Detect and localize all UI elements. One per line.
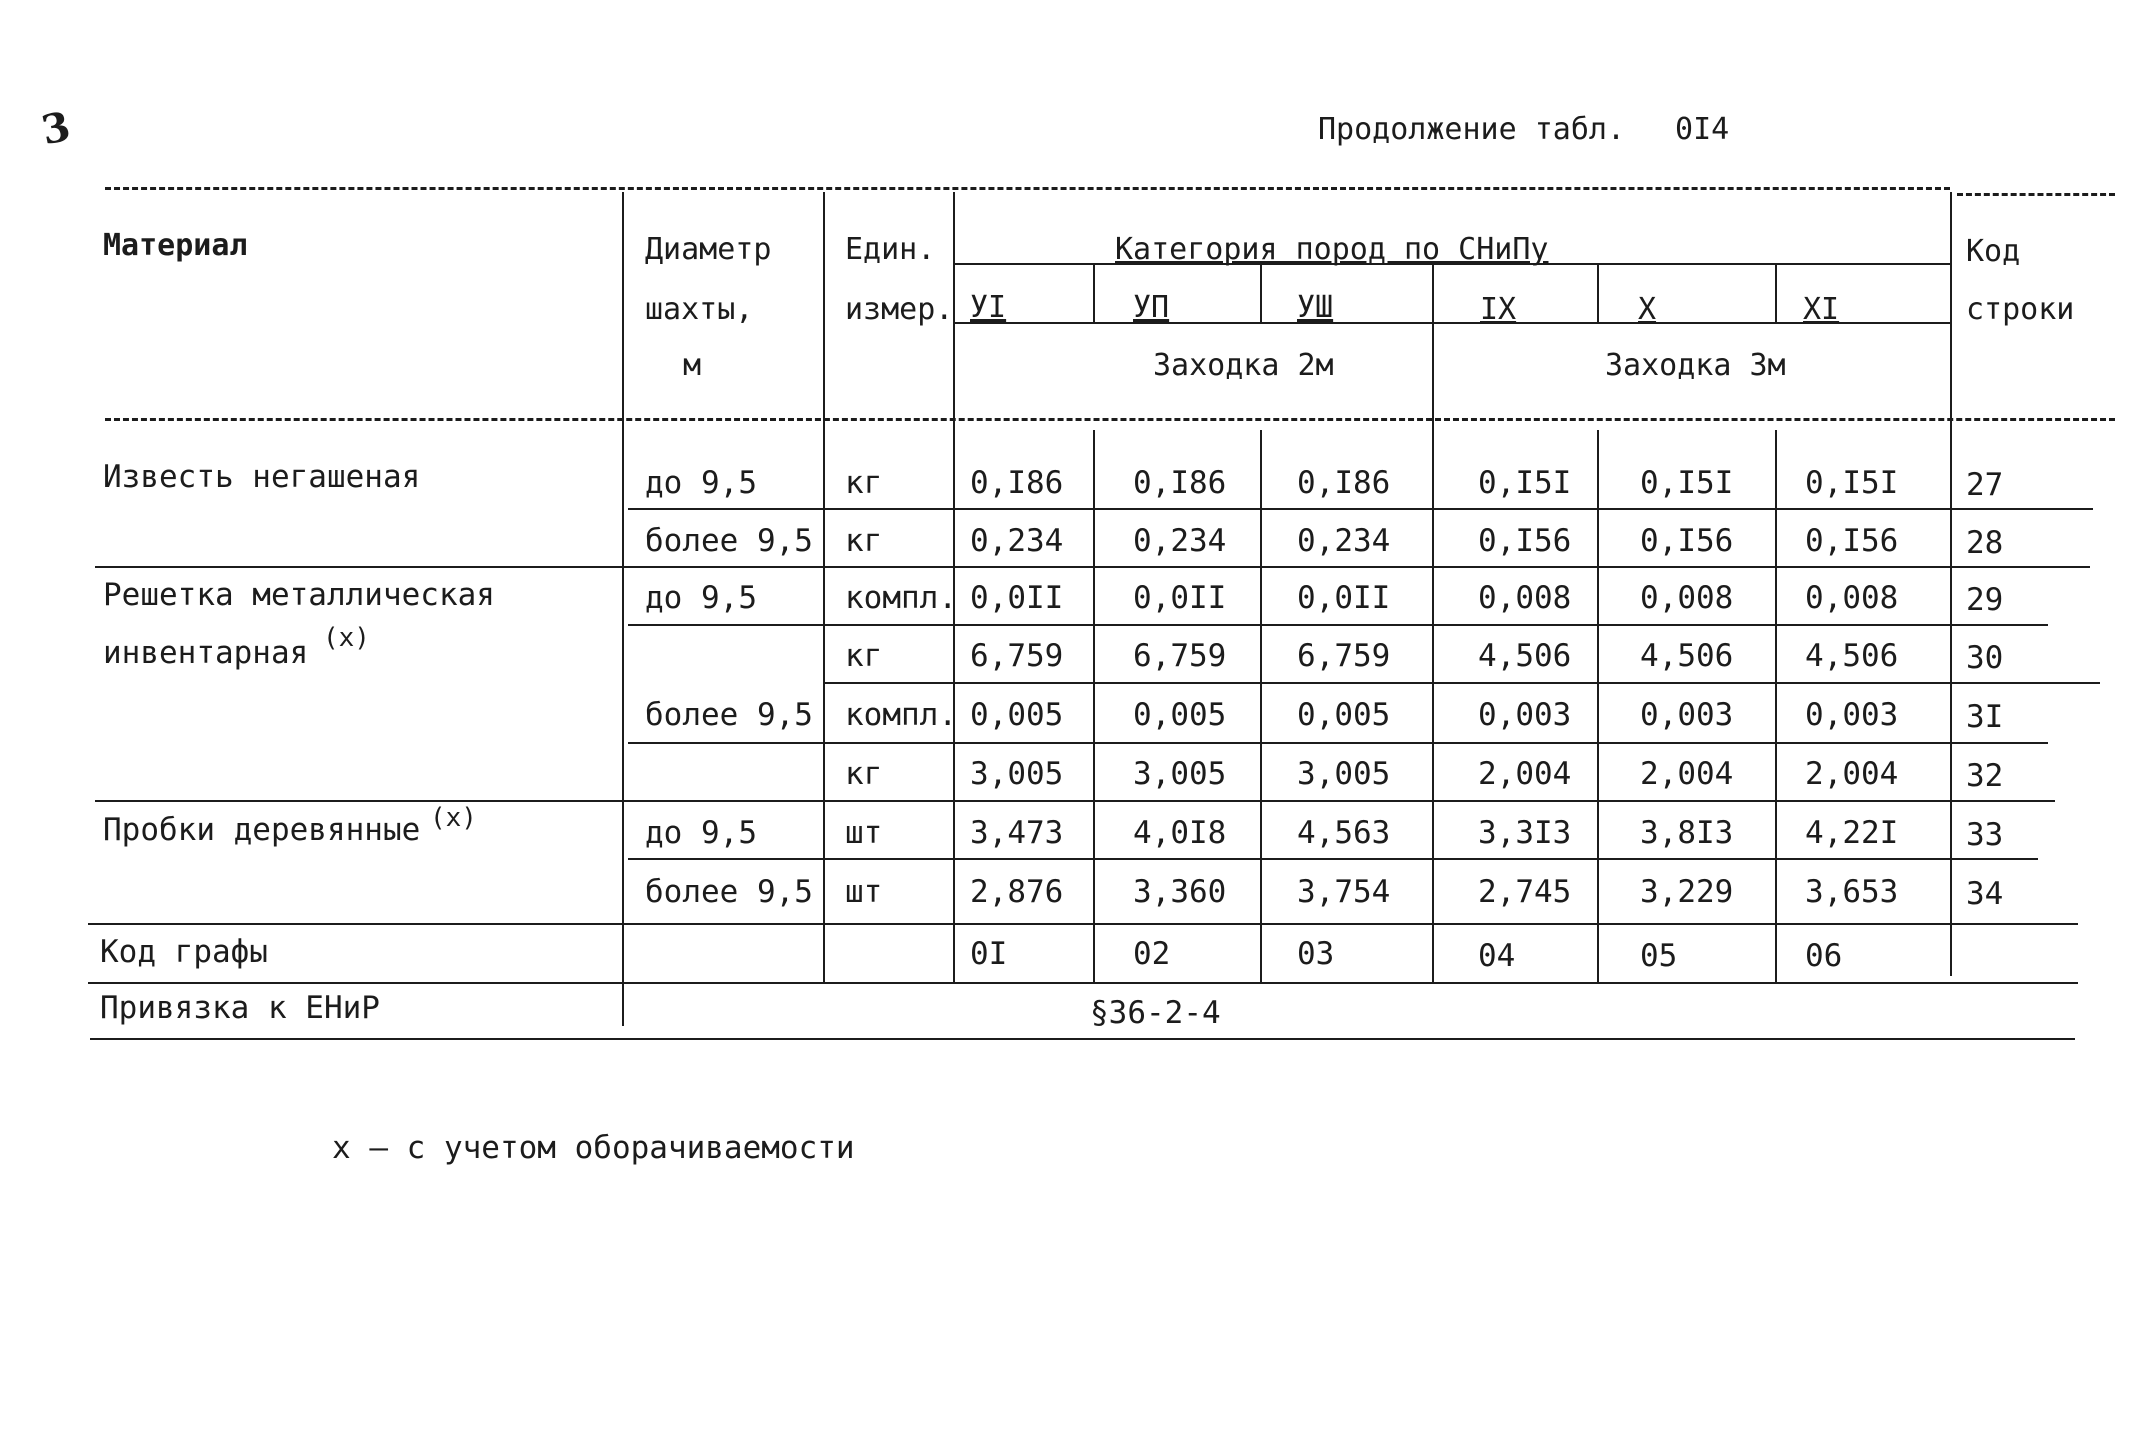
row-value: 3,3I3 <box>1478 815 1572 851</box>
row-value: 0,I56 <box>1805 523 1899 559</box>
row-unit: кг <box>845 465 883 501</box>
row-diameter: до 9,5 <box>645 465 757 501</box>
row-unit: кг <box>845 638 883 674</box>
row-value: 3,8I3 <box>1640 815 1734 851</box>
row-value: 0,I86 <box>1297 465 1391 501</box>
row-value: 0,008 <box>1478 580 1572 616</box>
row-value: 4,22I <box>1805 815 1899 851</box>
header-diameter-line1: Диаметр <box>645 232 772 267</box>
row-value: 0,005 <box>1297 697 1391 733</box>
header-category-2: УП <box>1133 290 1170 325</box>
row-material: Известь негашеная <box>103 459 421 495</box>
row-value: 0,008 <box>1805 580 1899 616</box>
caption-text: Продолжение табл. <box>1318 112 1626 147</box>
table-bottom-border <box>90 1038 2075 1040</box>
col-line-unit <box>823 192 825 982</box>
row-value: 4,563 <box>1297 815 1391 851</box>
column-code-2: 02 <box>1133 936 1171 972</box>
row-value: 0,008 <box>1640 580 1734 616</box>
header-zahodka-2m: Заходка 2м <box>1153 348 1334 383</box>
row-code: 32 <box>1966 758 2004 794</box>
footnote-mark-reshetka: (x) <box>323 623 370 653</box>
row-diameter: более 9,5 <box>645 697 813 733</box>
row-unit: компл. <box>845 580 957 616</box>
col-line-diameter <box>622 192 624 1026</box>
header-unit-line1: Един. <box>845 232 936 267</box>
row-value: 0,0II <box>1297 580 1391 616</box>
row-diameter: более 9,5 <box>645 523 813 559</box>
row-value: 2,004 <box>1640 756 1734 792</box>
binding-value: §36-2-4 <box>1090 995 1221 1031</box>
row-unit: кг <box>845 756 883 792</box>
row-value: 2,004 <box>1805 756 1899 792</box>
col-line-cat-5 <box>1597 263 1599 323</box>
row-line-5 <box>628 742 2048 744</box>
row-value: 2,745 <box>1478 874 1572 910</box>
row-value: 0,234 <box>970 523 1064 559</box>
header-code-line2: строки <box>1966 292 2075 327</box>
header-diameter-line2: шахты, <box>645 292 754 327</box>
column-codes-label: Код графы <box>100 934 268 970</box>
row-value: 3,229 <box>1640 874 1734 910</box>
row-value: 0,003 <box>1805 697 1899 733</box>
row-code: 3I <box>1966 699 2004 735</box>
row-code: 30 <box>1966 640 2004 676</box>
footnote-mark-probki: (x) <box>430 803 477 833</box>
row-value: 4,506 <box>1478 638 1572 674</box>
row-material: инвентарная <box>103 635 309 671</box>
row-value: 4,506 <box>1640 638 1734 674</box>
row-value: 0,I86 <box>970 465 1064 501</box>
column-code-6: 06 <box>1805 938 1843 974</box>
row-value: 3,653 <box>1805 874 1899 910</box>
column-code-3: 03 <box>1297 936 1335 972</box>
row-line-6 <box>95 800 2055 802</box>
col-line-cat-2-body <box>1093 430 1095 982</box>
row-code: 27 <box>1966 467 2004 503</box>
row-value: 0,234 <box>1133 523 1227 559</box>
header-code-line1: Код <box>1966 234 2021 269</box>
table-top-border <box>105 187 1950 190</box>
header-zahodka-3m: Заходка 3м <box>1605 348 1786 383</box>
row-code: 28 <box>1966 525 2004 561</box>
row-value: 6,759 <box>970 638 1064 674</box>
col-line-cat-5-body <box>1597 430 1599 982</box>
row-value: 0,234 <box>1297 523 1391 559</box>
row-line-1 <box>628 508 2093 510</box>
header-diameter-line3: м <box>683 348 702 383</box>
row-diameter: до 9,5 <box>645 815 757 851</box>
header-category-1: УI <box>970 290 1007 325</box>
row-value: 3,754 <box>1297 874 1391 910</box>
row-unit: шт <box>845 815 883 851</box>
row-value: 0,I56 <box>1478 523 1572 559</box>
row-value: 3,005 <box>1133 756 1227 792</box>
row-value: 0,I56 <box>1640 523 1734 559</box>
row-line-4 <box>825 682 2100 684</box>
row-value: 0,I86 <box>1133 465 1227 501</box>
col-line-cat-4 <box>1432 263 1434 982</box>
col-line-cat-2 <box>1093 263 1095 323</box>
row-value: 3,005 <box>1297 756 1391 792</box>
row-value: 2,004 <box>1478 756 1572 792</box>
page-number-mark: 3 <box>37 102 75 155</box>
row-line-8 <box>88 923 2078 925</box>
col-line-code <box>1950 192 1952 976</box>
row-line-7 <box>628 858 2038 860</box>
header-category-6: XI <box>1803 292 1840 327</box>
row-value: 0,003 <box>1640 697 1734 733</box>
row-value: 3,005 <box>970 756 1064 792</box>
header-category-5: X <box>1638 292 1657 327</box>
row-material: Пробки деревянные <box>103 812 421 848</box>
caption-table-number: 0I4 <box>1675 112 1730 147</box>
row-value: 0,0II <box>1133 580 1227 616</box>
col-line-cat-3 <box>1260 263 1262 323</box>
column-code-4: 04 <box>1478 938 1516 974</box>
row-value: 6,759 <box>1297 638 1391 674</box>
row-value: 3,360 <box>1133 874 1227 910</box>
header-category-3: УШ <box>1297 290 1334 325</box>
column-code-1: 0I <box>970 936 1008 972</box>
row-line-3 <box>628 624 2048 626</box>
row-value: 0,003 <box>1478 697 1572 733</box>
category-row-bottom <box>955 322 1950 324</box>
header-category: Категория пород по СНиПу <box>1115 232 1549 267</box>
row-unit: кг <box>845 523 883 559</box>
table-top-border-right <box>1957 193 2115 196</box>
row-value: 6,759 <box>1133 638 1227 674</box>
row-diameter: до 9,5 <box>645 580 757 616</box>
footnote: х – с учетом оборачиваемости <box>332 1130 855 1166</box>
row-unit: шт <box>845 874 883 910</box>
row-code: 29 <box>1966 582 2004 618</box>
row-value: 0,I5I <box>1805 465 1899 501</box>
row-unit: компл. <box>845 697 957 733</box>
row-value: 2,876 <box>970 874 1064 910</box>
header-category-4: IX <box>1480 292 1517 327</box>
row-diameter: более 9,5 <box>645 874 813 910</box>
row-value: 0,I5I <box>1640 465 1734 501</box>
col-line-cat-3-body <box>1260 430 1262 982</box>
column-code-5: 05 <box>1640 938 1678 974</box>
row-value: 0,I5I <box>1478 465 1572 501</box>
row-value: 3,473 <box>970 815 1064 851</box>
col-line-cat-6 <box>1775 263 1777 323</box>
row-material: Решетка металлическая <box>103 577 495 613</box>
header-material: Материал <box>103 228 248 263</box>
row-code: 33 <box>1966 817 2004 853</box>
row-value: 0,0II <box>970 580 1064 616</box>
row-value: 0,005 <box>1133 697 1227 733</box>
row-line-9 <box>88 982 2078 984</box>
row-code: 34 <box>1966 876 2004 912</box>
col-line-cat-6-body <box>1775 430 1777 982</box>
header-unit-line2: измер. <box>845 292 954 327</box>
binding-label: Привязка к ЕНиР <box>100 990 380 1026</box>
row-value: 4,0I8 <box>1133 815 1227 851</box>
row-value: 0,005 <box>970 697 1064 733</box>
row-value: 4,506 <box>1805 638 1899 674</box>
header-bottom-border <box>105 418 2115 421</box>
